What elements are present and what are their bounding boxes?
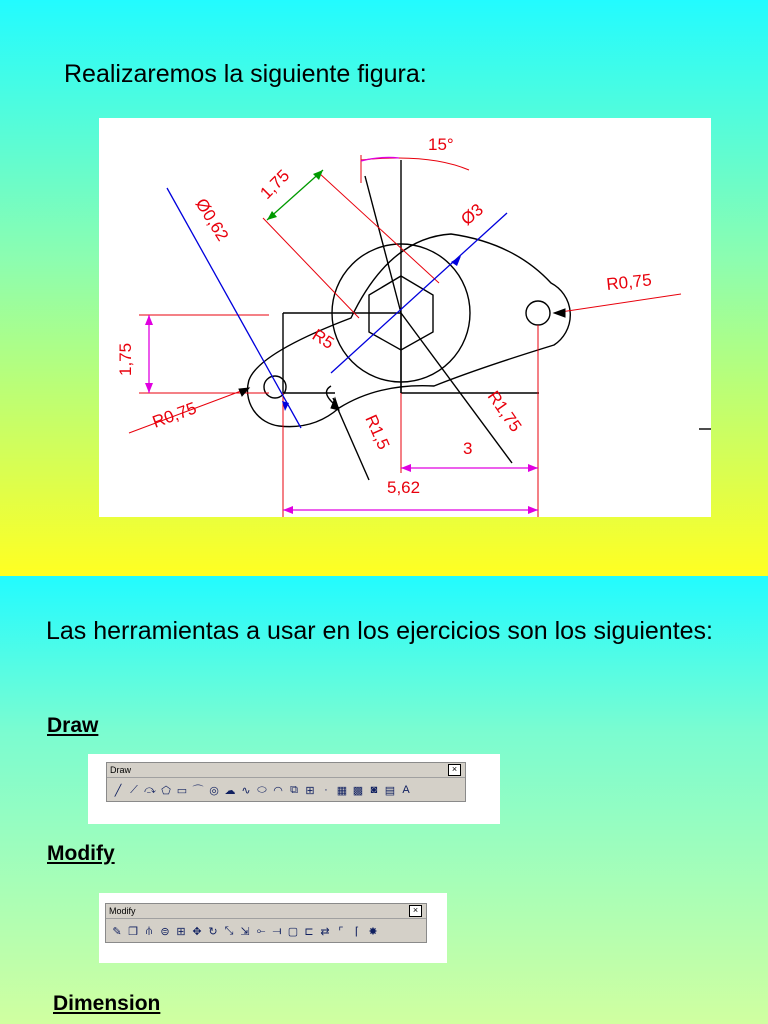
modify-heading: Modify — [47, 842, 115, 865]
modify-toolbar-frame — [99, 893, 447, 963]
dim-len-562: 5,62 — [387, 478, 421, 497]
dim-len-3: 3 — [463, 439, 473, 458]
cad-drawing-svg — [99, 118, 711, 517]
spline-icon[interactable]: ∿ — [241, 784, 251, 797]
arc-icon[interactable]: ⌒ — [192, 785, 204, 797]
extend-icon[interactable]: ⟞ — [272, 924, 282, 937]
circle-icon[interactable]: ◎ — [209, 784, 219, 797]
draw-heading: Draw — [47, 714, 99, 737]
close-icon[interactable]: × — [448, 764, 461, 776]
hatch-icon[interactable]: ▦ — [336, 784, 348, 797]
scale-icon[interactable]: ⤡ — [224, 924, 234, 937]
fillet-icon[interactable]: ⌈ — [354, 925, 360, 938]
dim-r-bottom: R1,5 — [361, 411, 394, 453]
construction-line-icon[interactable]: ⟋ — [130, 783, 138, 796]
dim-175-top: 1,75 — [256, 165, 294, 203]
draw-toolbar-icons — [107, 778, 465, 802]
ellipse-arc-icon[interactable]: ◠ — [273, 784, 283, 797]
break-at-point-icon[interactable]: ▢ — [287, 925, 299, 938]
point-icon[interactable]: · — [324, 784, 328, 796]
line-icon[interactable]: ╱ — [114, 784, 122, 797]
modify-toolbar-titlebar[interactable] — [106, 904, 426, 919]
dim-r-center: R5 — [308, 325, 338, 353]
ellipse-icon[interactable]: ⬭ — [257, 783, 267, 796]
gradient-icon[interactable]: ▩ — [352, 784, 364, 797]
dim-r-175: R1,75 — [483, 387, 526, 436]
close-icon[interactable]: × — [409, 905, 422, 917]
insert-block-icon[interactable]: ⧉ — [290, 783, 298, 796]
erase-icon[interactable]: ✎ — [112, 925, 122, 938]
move-icon[interactable]: ✥ — [192, 925, 202, 938]
copy-icon[interactable]: ❐ — [128, 925, 138, 938]
draw-toolbar-frame — [88, 754, 500, 824]
stretch-icon[interactable]: ⇲ — [240, 925, 250, 938]
offset-icon[interactable]: ⊜ — [160, 925, 170, 938]
dim-angle: 15° — [428, 135, 454, 154]
draw-toolbar-title: Draw — [110, 765, 132, 775]
dim-r-right: R0,75 — [605, 270, 653, 294]
break-icon[interactable]: ⊏ — [304, 925, 314, 938]
cad-drawing — [99, 118, 711, 517]
revision-cloud-icon[interactable]: ☁ — [224, 784, 236, 797]
join-icon[interactable]: ⇄ — [320, 925, 330, 938]
region-icon[interactable]: ◙ — [370, 784, 378, 796]
multiline-text-icon[interactable]: A — [402, 784, 410, 796]
table-icon[interactable]: ▤ — [384, 784, 396, 797]
slide-tools — [0, 576, 768, 1024]
modify-toolbar-title: Modify — [109, 906, 136, 916]
dim-175-left: 1,75 — [116, 342, 135, 376]
polyline-icon[interactable]: ⤼ — [144, 783, 156, 796]
dim-d-large: Ø3 — [457, 199, 487, 230]
chamfer-icon[interactable]: ⌜ — [338, 925, 344, 938]
draw-toolbar-titlebar[interactable] — [107, 763, 465, 778]
mirror-icon[interactable]: ⫛ — [145, 924, 153, 937]
modify-toolbar[interactable] — [105, 903, 427, 943]
dimension-heading: Dimension — [53, 992, 161, 1015]
make-block-icon[interactable]: ⊞ — [305, 784, 315, 797]
dimension-labels — [116, 135, 653, 497]
slide-title: Realizaremos la siguiente figura: — [64, 60, 427, 88]
trim-icon[interactable]: ⟜ — [256, 924, 266, 937]
modify-toolbar-icons — [106, 919, 426, 943]
dim-r-left: R0,75 — [149, 398, 200, 432]
draw-toolbar[interactable] — [106, 762, 466, 802]
rectangle-icon[interactable]: ▭ — [176, 784, 188, 797]
leader-arrows — [239, 309, 565, 410]
array-icon[interactable]: ⊞ — [176, 925, 186, 938]
explode-icon[interactable]: ✸ — [368, 925, 378, 938]
dim-d-small: Ø0,62 — [191, 195, 233, 245]
rotate-icon[interactable]: ↻ — [208, 925, 218, 938]
tools-title: Las herramientas a usar en los ejercicios son los siguientes: — [46, 617, 714, 645]
polygon-icon[interactable]: ⬠ — [161, 784, 171, 797]
